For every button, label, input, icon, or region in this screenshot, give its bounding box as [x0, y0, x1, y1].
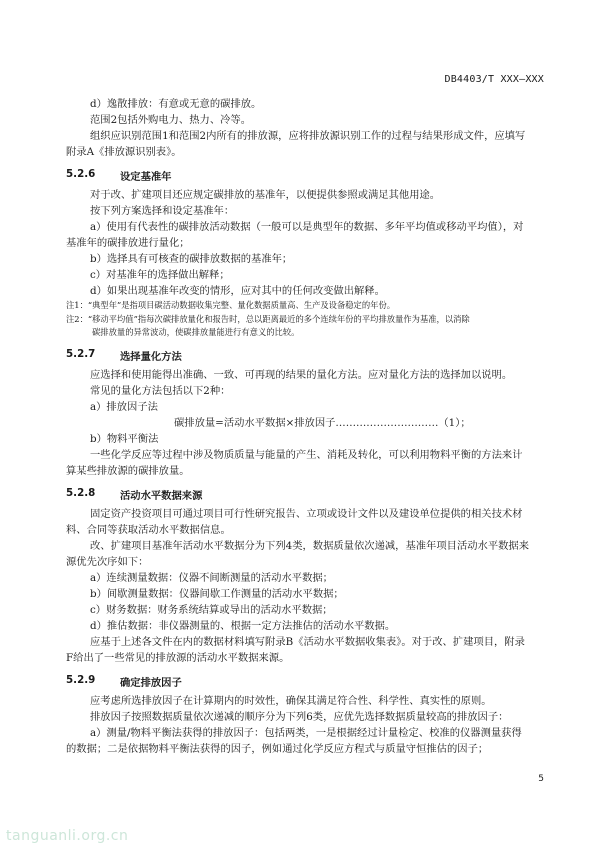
- paragraph-line: 的数据；二是依据物料平衡法获得的因子，例如通过化学反应方程式与质量守恒推估的因子；: [66, 742, 489, 755]
- paragraph-line: 改、扩建项目基准年活动水平数据分为下列4类，数据质量依次递减，基准年项目活动水平数据来: [90, 539, 530, 552]
- paragraph-line: a）排放因子法: [90, 400, 158, 413]
- section-title: 设定基准年: [120, 171, 172, 183]
- paragraph-line: b）间歇测量数据：仪器间歇工作测量的活动水平数据；: [90, 587, 344, 600]
- paragraph-line: 组织应识别范围1和范围2内所有的排放源，应将排放源识别工作的过程与结果形成文件，应填写: [90, 130, 526, 142]
- paragraph-line: 固定资产投资项目可通过项目可行性研究报告、立项或设计文件以及建设单位提供的相关技术材: [90, 507, 523, 520]
- paragraph-line: 基准年的碳排放进行量化；: [66, 237, 190, 249]
- paragraph-line: 范围2包括外购电力、热力、冷等。: [90, 114, 252, 126]
- paragraph-line: 源优先次序如下：: [66, 555, 149, 568]
- paragraph-line: 对于改、扩建项目还应规定碳排放的基准年，以便提供参照或满足其他用途。: [90, 189, 441, 201]
- paragraph-line: 常见的量化方法包括以下2种：: [90, 384, 231, 397]
- document-body: [66, 96, 536, 757]
- section-number: 5.2.6: [66, 168, 96, 180]
- paragraph-line: 一些化学反应等过程中涉及物质质量与能量的产生、消耗及转化，可以利用物料平衡的方法来计: [90, 448, 523, 461]
- paragraph-line: b）选择具有可核查的碳排放数据的基准年；: [90, 253, 293, 265]
- paragraph-line: 应基于上述各文件在内的数据材料填写附录B《活动水平数据收集表》。对于改、扩建项目，附录: [90, 635, 525, 648]
- note-line: 注2：“移动平均值”指每次碳排放量化和报告时，总以距离最近的多个连续年份的平均排放量作为基准，以消除: [66, 313, 470, 324]
- section-number: 5.2.9: [66, 673, 96, 686]
- paragraph-line: d）推估数据：非仪器测量的、根据一定方法推估的活动水平数据。: [90, 619, 396, 632]
- paragraph-line: a）测量/物料平衡法获得的排放因子：包括两类，一是根据经过计量检定、校准的仪器测量获得: [90, 726, 522, 739]
- section-title: 确定排放因子: [120, 676, 182, 689]
- paragraph-line: d）如果出现基准年改变的情形，应对其中的任何改变做出解释。: [90, 285, 385, 297]
- paragraph-line: F给出了一些常见的排放源的活动水平数据来源。: [66, 651, 290, 664]
- section-heading: [66, 168, 536, 183]
- paragraph-line: 按下列方案选择和设定基准年：: [90, 205, 235, 217]
- document-code: DB4403/T XXX—XXX: [444, 74, 544, 85]
- paragraph-line: 附录A《排放源识别表》。: [66, 146, 182, 158]
- paragraph-line: a）使用有代表性的碳排放活动数据（一般可以是典型年的数据、多年平均值或移动平均值），对: [90, 221, 524, 233]
- paragraph-line: d）逸散排放：有意或无意的碳排放。: [90, 98, 262, 110]
- page-number: 5: [538, 774, 544, 784]
- paragraph-line: c）对基准年的选择做出解释；: [90, 269, 230, 281]
- section-heading: [66, 674, 536, 689]
- paragraph-line: a）连续测量数据：仪器不间断测量的活动水平数据；: [90, 571, 333, 584]
- paragraph-line: c）财务数据：财务系统结算或导出的活动水平数据；: [90, 603, 333, 616]
- section-title: 活动水平数据来源: [120, 489, 203, 502]
- paragraph-line: 排放因子按照数据质量依次递减的顺序分为下列6类，应优先选择数据质量较高的排放因子：: [90, 710, 509, 723]
- paragraph-line: 料、合同等获取活动水平数据信息。: [66, 523, 231, 536]
- section-number: 5.2.7: [66, 347, 96, 360]
- paragraph-line: b）物料平衡法: [90, 432, 159, 445]
- paragraph-line: 应选择和使用能得出准确、一致、可再现的结果的量化方法。应对量化方法的选择加以说明。: [90, 368, 513, 381]
- section-heading: [66, 348, 536, 363]
- section-number: 5.2.8: [66, 486, 96, 499]
- section-title: 选择量化方法: [120, 350, 182, 363]
- paragraph-line: 算某些排放源的碳排放量。: [66, 464, 190, 477]
- watermark: tanguanli.org.cn: [6, 828, 129, 844]
- formula-line: 碳排放量=活动水平数据×排放因子…………………………（1）；: [174, 416, 471, 429]
- section-heading: [66, 487, 536, 502]
- note-line: 注1：“典型年”是指项目碳活动数据收集完整、量化数据质量高、生产及设备稳定的年份。: [66, 300, 396, 310]
- note-line: 碳排放量的异常波动，使碳排放量能进行有意义的比较。: [92, 327, 300, 337]
- paragraph-line: 应考虑所选排放因子在计算期内的时效性，确保其满足符合性、科学性、真实性的原则。: [90, 694, 492, 707]
